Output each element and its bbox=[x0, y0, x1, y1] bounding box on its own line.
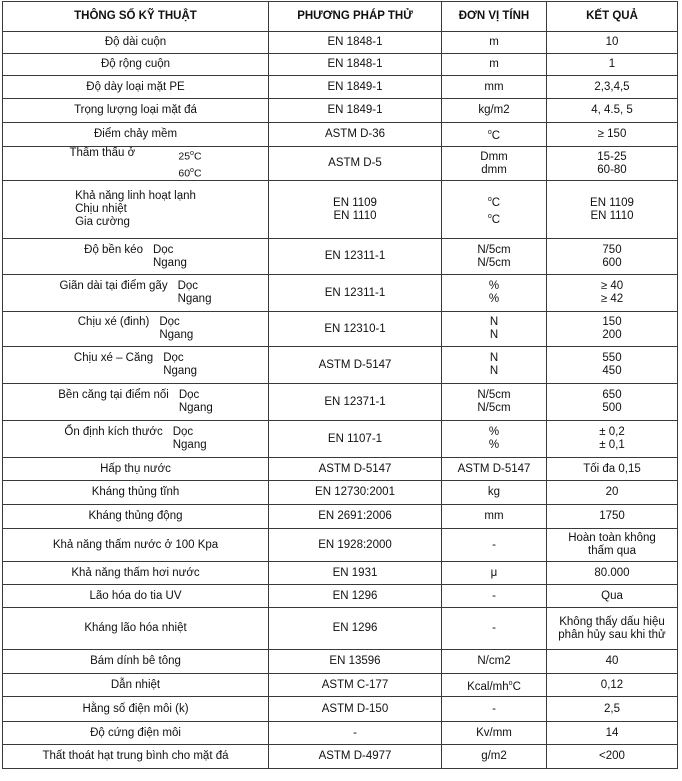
spec-name: Giãn dài tại điểm gãy Dọc Ngang bbox=[3, 275, 269, 312]
unit: - bbox=[442, 608, 547, 650]
result: ± 0,2 ± 0,1 bbox=[547, 421, 678, 458]
test-method: - bbox=[269, 722, 442, 745]
result: EN 1109 EN 1110 bbox=[547, 181, 678, 239]
spec-name: Chịu xé (đinh) Dọc Ngang bbox=[3, 312, 269, 347]
table-row bbox=[3, 529, 678, 562]
result: <200 bbox=[547, 745, 678, 769]
result: 1 bbox=[547, 54, 678, 76]
spec-name: Độ dày loại mặt PE bbox=[3, 76, 269, 99]
spec-name: Độ bền kéo Dọc Ngang bbox=[3, 239, 269, 275]
result: ≥ 150 bbox=[547, 123, 678, 147]
table-row bbox=[3, 275, 678, 312]
unit: $^o$C $^o$C bbox=[442, 181, 547, 239]
test-method: EN 1928:2000 bbox=[269, 529, 442, 562]
spec-name: Lão hóa do tia UV bbox=[3, 585, 269, 608]
table-row bbox=[3, 505, 678, 529]
table-row bbox=[3, 585, 678, 608]
table-row bbox=[3, 76, 678, 99]
test-method: ASTM D-150 bbox=[269, 697, 442, 722]
test-method: ASTM D-36 bbox=[269, 123, 442, 147]
unit: % % bbox=[442, 421, 547, 458]
unit: kg bbox=[442, 481, 547, 505]
spec-name: Bền căng tại điểm nối Dọc Ngang bbox=[3, 384, 269, 421]
table-row bbox=[3, 608, 678, 650]
table-row bbox=[3, 458, 678, 481]
spec-name: Khả năng thấm nước ở 100 Kpa bbox=[3, 529, 269, 562]
unit: N N bbox=[442, 347, 547, 384]
table-row bbox=[3, 32, 678, 54]
table-row bbox=[3, 123, 678, 147]
result: 4, 4.5, 5 bbox=[547, 99, 678, 123]
table-row bbox=[3, 147, 678, 181]
result: 0,12 bbox=[547, 674, 678, 697]
spec-name: Kháng lão hóa nhiệt bbox=[3, 608, 269, 650]
result: 10 bbox=[547, 32, 678, 54]
result: 550 450 bbox=[547, 347, 678, 384]
result: Không thấy dấu hiệu phân hủy sau khi thử bbox=[547, 608, 678, 650]
header-spec: THÔNG SỐ KỸ THUẬT bbox=[3, 2, 269, 32]
test-method: EN 12371-1 bbox=[269, 384, 442, 421]
header-unit: ĐƠN VỊ TÍNH bbox=[442, 2, 547, 32]
test-method: EN 12730:2001 bbox=[269, 481, 442, 505]
unit: $^o$C bbox=[442, 123, 547, 147]
result: 2,5 bbox=[547, 697, 678, 722]
table-row bbox=[3, 181, 678, 239]
spec-name: Dẫn nhiệt bbox=[3, 674, 269, 697]
test-method: ASTM D-5 bbox=[269, 147, 442, 181]
spec-name: Kháng thủng động bbox=[3, 505, 269, 529]
spec-name: Độ cứng điện môi bbox=[3, 722, 269, 745]
result: 20 bbox=[547, 481, 678, 505]
table-row bbox=[3, 745, 678, 769]
result: 150 200 bbox=[547, 312, 678, 347]
table-row bbox=[3, 347, 678, 384]
unit: N/5cm N/5cm bbox=[442, 239, 547, 275]
unit: N N bbox=[442, 312, 547, 347]
test-method: EN 1848-1 bbox=[269, 32, 442, 54]
result: 15-25 60-80 bbox=[547, 147, 678, 181]
result: ≥ 40 ≥ 42 bbox=[547, 275, 678, 312]
table-row bbox=[3, 674, 678, 697]
header-result: KẾT QUẢ bbox=[547, 2, 678, 32]
result: 2,3,4,5 bbox=[547, 76, 678, 99]
test-method: ASTM C-177 bbox=[269, 674, 442, 697]
test-method: EN 13596 bbox=[269, 650, 442, 674]
unit: N/5cm N/5cm bbox=[442, 384, 547, 421]
spec-name: Chịu xé – Căng Dọc Ngang bbox=[3, 347, 269, 384]
spec-name: Hằng số điện môi (k) bbox=[3, 697, 269, 722]
result: Qua bbox=[547, 585, 678, 608]
result: 750 600 bbox=[547, 239, 678, 275]
spec-name: Điểm chảy mềm bbox=[3, 123, 269, 147]
table-row bbox=[3, 697, 678, 722]
table-row bbox=[3, 421, 678, 458]
table-row bbox=[3, 562, 678, 585]
unit: Kcal/$mh^oC$ bbox=[442, 674, 547, 697]
test-method: EN 1109 EN 1110 bbox=[269, 181, 442, 239]
unit: - bbox=[442, 585, 547, 608]
test-method: EN 1296 bbox=[269, 608, 442, 650]
spec-name: Thẩm thấu ở 25$^o$C 60$^o$C bbox=[3, 147, 269, 181]
unit: mm bbox=[442, 76, 547, 99]
header-row bbox=[3, 2, 678, 32]
unit: m bbox=[442, 32, 547, 54]
result: 80.000 bbox=[547, 562, 678, 585]
spec-name: Khả năng linh hoạt lạnh Chịu nhiệt Gia cường bbox=[3, 181, 269, 239]
spec-name: Bám dính bê tông bbox=[3, 650, 269, 674]
test-method: EN 2691:2006 bbox=[269, 505, 442, 529]
unit: g/m2 bbox=[442, 745, 547, 769]
test-method: ASTM D-5147 bbox=[269, 347, 442, 384]
degree-sign: o bbox=[487, 129, 492, 137]
test-method: ASTM D-5147 bbox=[269, 458, 442, 481]
unit: N/cm2 bbox=[442, 650, 547, 674]
spec-name: Khả năng thấm hơi nước bbox=[3, 562, 269, 585]
result: 1750 bbox=[547, 505, 678, 529]
test-method: EN 12310-1 bbox=[269, 312, 442, 347]
header-method: PHƯƠNG PHÁP THỬ bbox=[269, 2, 442, 32]
unit: mm bbox=[442, 505, 547, 529]
unit: - bbox=[442, 529, 547, 562]
table-row bbox=[3, 384, 678, 421]
spec-name: Độ dài cuộn bbox=[3, 32, 269, 54]
table-row bbox=[3, 99, 678, 123]
unit: kg/m2 bbox=[442, 99, 547, 123]
result: Tối đa 0,15 bbox=[547, 458, 678, 481]
spec-name: Trọng lượng loại mặt đá bbox=[3, 99, 269, 123]
temperature-list: 25$^o$C 60$^o$C bbox=[178, 150, 202, 179]
table-row bbox=[3, 650, 678, 674]
spec-name: Ổn định kích thước Dọc Ngang bbox=[3, 421, 269, 458]
table-row bbox=[3, 54, 678, 76]
test-method: EN 1296 bbox=[269, 585, 442, 608]
unit: μ bbox=[442, 562, 547, 585]
test-method: EN 1107-1 bbox=[269, 421, 442, 458]
spec-name: Thất thoát hạt trung bình cho mặt đá bbox=[3, 745, 269, 769]
test-method: EN 1849-1 bbox=[269, 99, 442, 123]
spec-name: Kháng thủng tĩnh bbox=[3, 481, 269, 505]
table-row bbox=[3, 239, 678, 275]
unit: % % bbox=[442, 275, 547, 312]
test-method: EN 1849-1 bbox=[269, 76, 442, 99]
table-row bbox=[3, 481, 678, 505]
unit: ASTM D-5147 bbox=[442, 458, 547, 481]
result: 40 bbox=[547, 650, 678, 674]
spec-name: Hấp thụ nước bbox=[3, 458, 269, 481]
unit: m bbox=[442, 54, 547, 76]
spec-name: Độ rộng cuộn bbox=[3, 54, 269, 76]
table-row bbox=[3, 312, 678, 347]
result: 650 500 bbox=[547, 384, 678, 421]
unit: Dmm dmm bbox=[442, 147, 547, 181]
test-method: EN 12311-1 bbox=[269, 239, 442, 275]
unit: - bbox=[442, 697, 547, 722]
unit: Kv/mm bbox=[442, 722, 547, 745]
result: 14 bbox=[547, 722, 678, 745]
test-method: EN 12311-1 bbox=[269, 275, 442, 312]
result: Hoàn toàn không thấm qua bbox=[547, 529, 678, 562]
test-method: ASTM D-4977 bbox=[269, 745, 442, 769]
table-row bbox=[3, 722, 678, 745]
spec-table bbox=[2, 1, 678, 769]
test-method: EN 1848-1 bbox=[269, 54, 442, 76]
test-method: EN 1931 bbox=[269, 562, 442, 585]
